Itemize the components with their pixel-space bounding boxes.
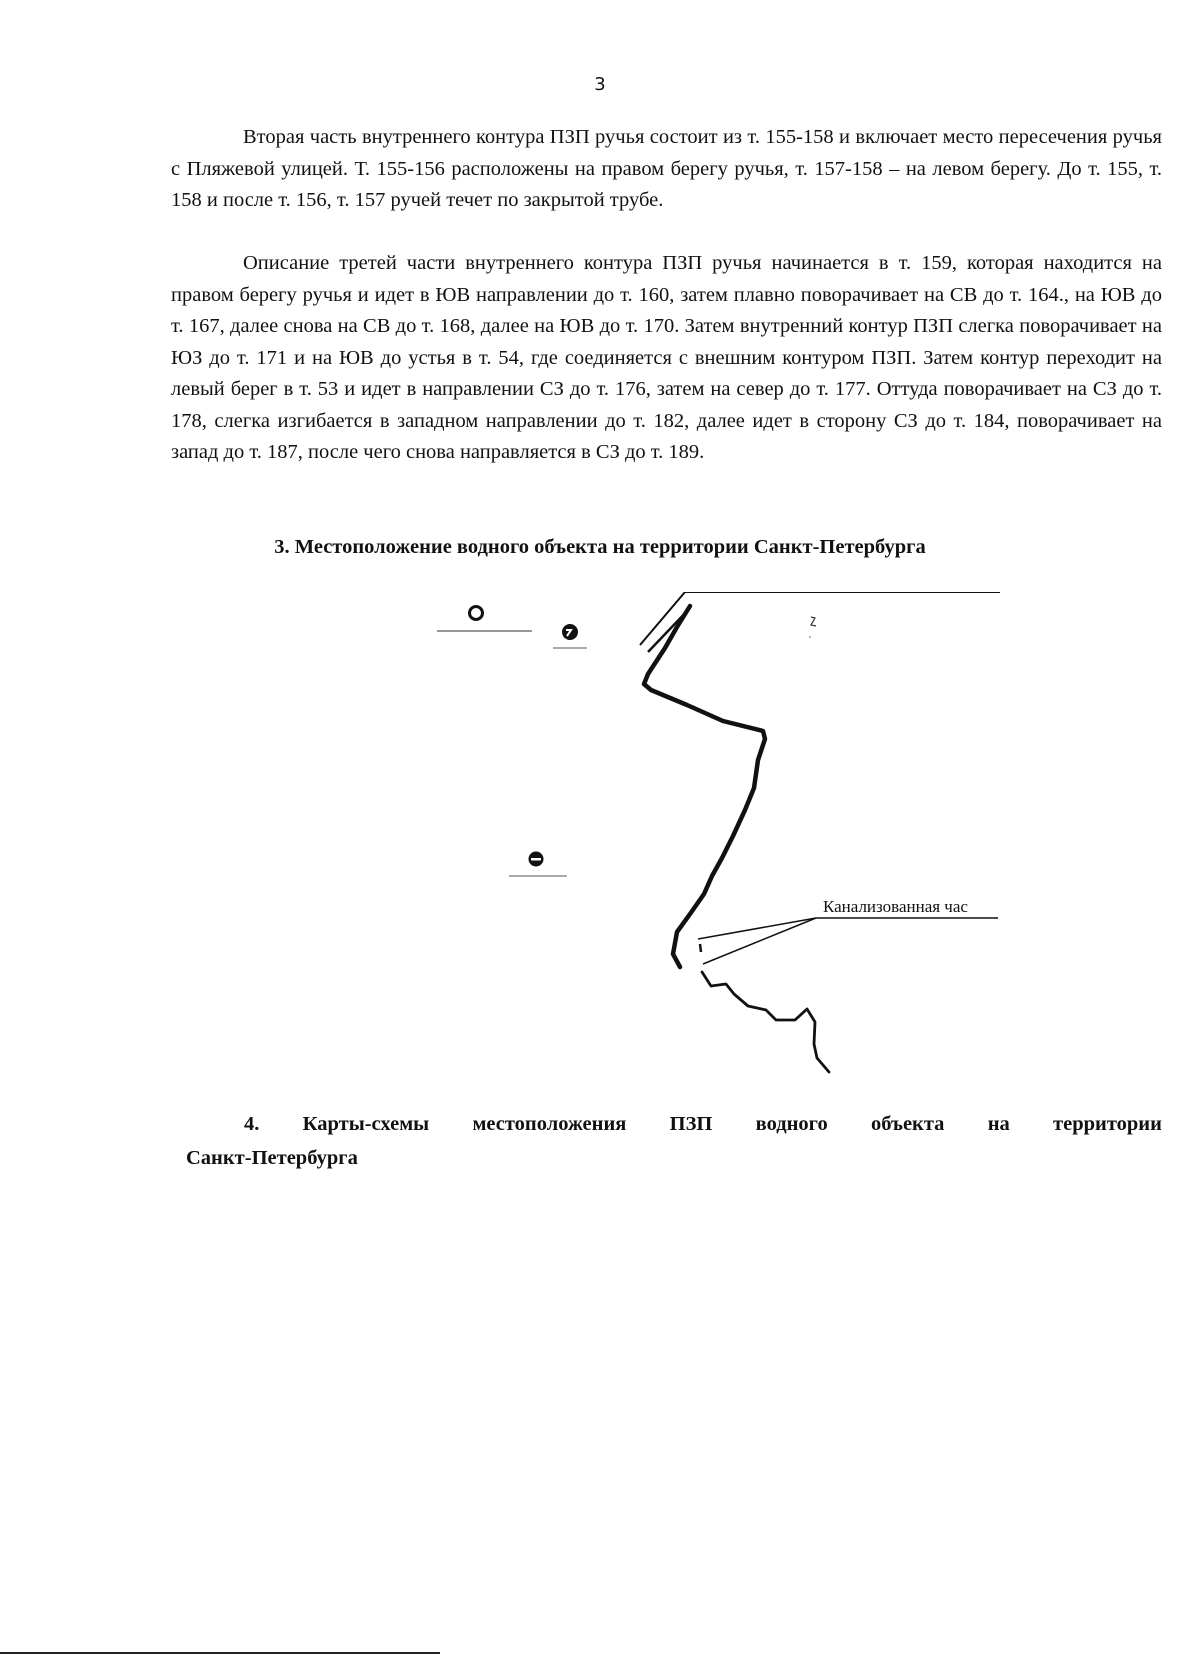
paragraph-inner-contour-part-2 (171, 122, 1162, 217)
paragraph-inner-contour-part-3 (171, 248, 1162, 469)
callout-arrow-top (698, 918, 816, 939)
heading-word: 4. (244, 1113, 260, 1135)
section-4-heading-line-1 (186, 1107, 1162, 1141)
heading-word: ПЗП (669, 1113, 713, 1135)
location-map-drawing (415, 592, 1000, 1077)
dot-mark (809, 636, 811, 638)
section-4-heading-line-2: Санкт-Петербурга (186, 1147, 358, 1169)
heading-word: водного (755, 1113, 828, 1135)
section-3-heading: 3. Местоположение водного объекта на территории Санкт-Петербурга (274, 536, 926, 558)
map-point-label-faint (553, 647, 587, 649)
section-4-heading (186, 1107, 1162, 1175)
map-point-icon (470, 607, 483, 620)
canalized-tick (700, 944, 701, 952)
map-point-label-faint (509, 875, 567, 877)
page-number: 3 (594, 74, 606, 95)
location-map (415, 592, 1000, 1077)
heading-word: территории (1053, 1113, 1162, 1135)
paragraph-text: Вторая часть внутреннего контура ПЗП ручья состоит из т. 155-158 и включает место пересечения ручья с Пляжевой улицей. Т. 155-156 расположены на правом берегу ручья, т. 157-158 – на левом берегу. До т. 155, т. 158 и после т. 156, т. 157 ручей течет по закрытой трубе. (171, 126, 1162, 211)
paragraph-text: Описание третей части внутреннего контура ПЗП ручья начинается в т. 159, которая находится на правом берегу ручья и идет в ЮВ направлении до т. 160, затем плавно поворачивает на СВ до т. 164., на ЮВ до т. 167, далее снова на СВ до т. 168, далее на ЮВ до т. 170. Затем внутренний контур ПЗП слегка поворачивает на ЮЗ до т. 171 и на ЮВ до устья в т. 54, где соединяется с внешним контуром ПЗП. Затем контур переходит на левый берег в т. 53 и идет в направлении СЗ до т. 176, затем на север до т. 177. Оттуда поворачивает на СЗ до т. 178, слегка изгибается в западном направлении до т. 182, далее идет в сторону СЗ до т. 184, поворачивает на запад до т. 187, после чего снова направляется в СЗ до т. 189. (171, 252, 1162, 463)
callout-arrow-bottom (703, 918, 816, 964)
canalized-section-label: Канализованная час (823, 897, 968, 916)
stream-course-upper (644, 606, 765, 967)
heading-word: местоположения (472, 1113, 627, 1135)
small-marker-icon (811, 617, 816, 626)
heading-word: на (987, 1113, 1010, 1135)
footer-rule (0, 1652, 440, 1654)
heading-word: объекта (871, 1113, 945, 1135)
marker-glyph (531, 858, 541, 861)
map-point-label-faint (437, 630, 532, 632)
stream-course-lower (702, 972, 829, 1072)
heading-word: Карты-схемы (302, 1113, 430, 1135)
